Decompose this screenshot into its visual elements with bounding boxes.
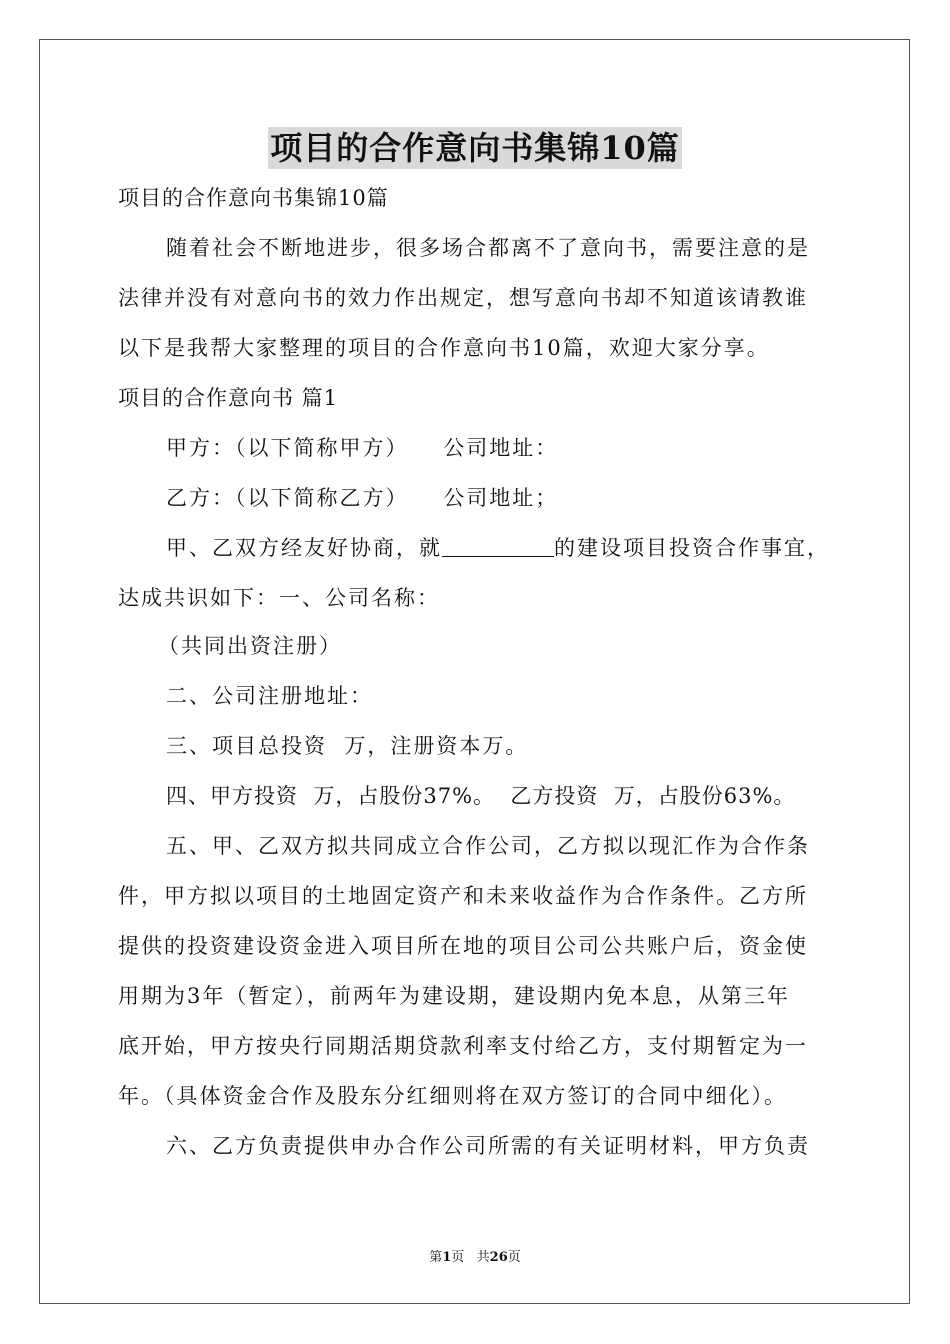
paragraph-line: 底开始，甲方按央行同期活期贷款利率支付给乙方，支付期暂定为一 — [118, 1034, 808, 1058]
fill-in-blank — [442, 536, 554, 557]
negotiation-line — [166, 533, 886, 563]
footer-page-total: 26 — [489, 1250, 508, 1265]
subtitle-line: 项目的合作意向书集锦10篇 — [118, 186, 389, 210]
paragraph-line: 法律并没有对意向书的效力作出规定，想写意向书却不知道该请教谁 — [118, 286, 808, 310]
paragraph-line: 用期为3年（暂定），前两年为建设期，建设期内免本息，从第三年 — [118, 984, 790, 1008]
paragraph-line: 六、乙方负责提供申办合作公司所需的有关证明材料，甲方负责 — [166, 1134, 810, 1158]
party-a-line: 甲方：（以下简称甲方） 公司地址： — [166, 436, 559, 460]
paragraph-line: 三、项目总投资 万，注册资本万。 — [166, 734, 529, 758]
party-b-line: 乙方：（以下简称乙方） 公司地址； — [166, 486, 559, 510]
footer-page-mid: 页 共 — [451, 1250, 490, 1265]
negotiation-text-before: 甲、乙双方经友好协商，就 — [166, 536, 442, 560]
paragraph-line: 达成共识如下：一、公司名称： — [118, 586, 440, 610]
page-footer — [0, 1246, 950, 1265]
paragraph-line: 年。（具体资金合作及股东分红细则将在双方签订的合同中细化）。 — [118, 1084, 787, 1108]
footer-page-suffix: 页 — [507, 1250, 521, 1265]
paragraph-line: 随着社会不断地进步，很多场合都离不了意向书，需要注意的是 — [166, 236, 810, 260]
footer-page-prefix: 第 — [429, 1250, 443, 1265]
section-heading: 项目的合作意向书 篇1 — [118, 386, 339, 410]
paragraph-line: 五、甲、乙双方拟共同成立合作公司，乙方拟以现汇作为合作条 — [166, 834, 810, 858]
paragraph-line: 提供的投资建设资金进入项目所在地的项目公司公共账户后，资金使 — [118, 934, 808, 958]
paragraph-line: （共同出资注册） — [158, 634, 342, 658]
paragraph-line: 二、公司注册地址： — [166, 684, 373, 708]
title-wrap — [0, 127, 950, 169]
document-title: 项目的合作意向书集锦10篇 — [270, 129, 680, 167]
paragraph-line: 件，甲方拟以项目的土地固定资产和未来收益作为合作条件。乙方所 — [118, 884, 808, 908]
page-border — [39, 39, 910, 1304]
negotiation-text-after: 的建设项目投资合作事宜， — [554, 536, 830, 560]
paragraph-line: 四、甲方投资 万，占股份37%。 乙方投资 万，占股份63%。 — [166, 784, 796, 808]
paragraph-line: 以下是我帮大家整理的项目的合作意向书10篇，欢迎大家分享。 — [118, 336, 770, 360]
footer-page-number: 1 — [442, 1250, 452, 1265]
